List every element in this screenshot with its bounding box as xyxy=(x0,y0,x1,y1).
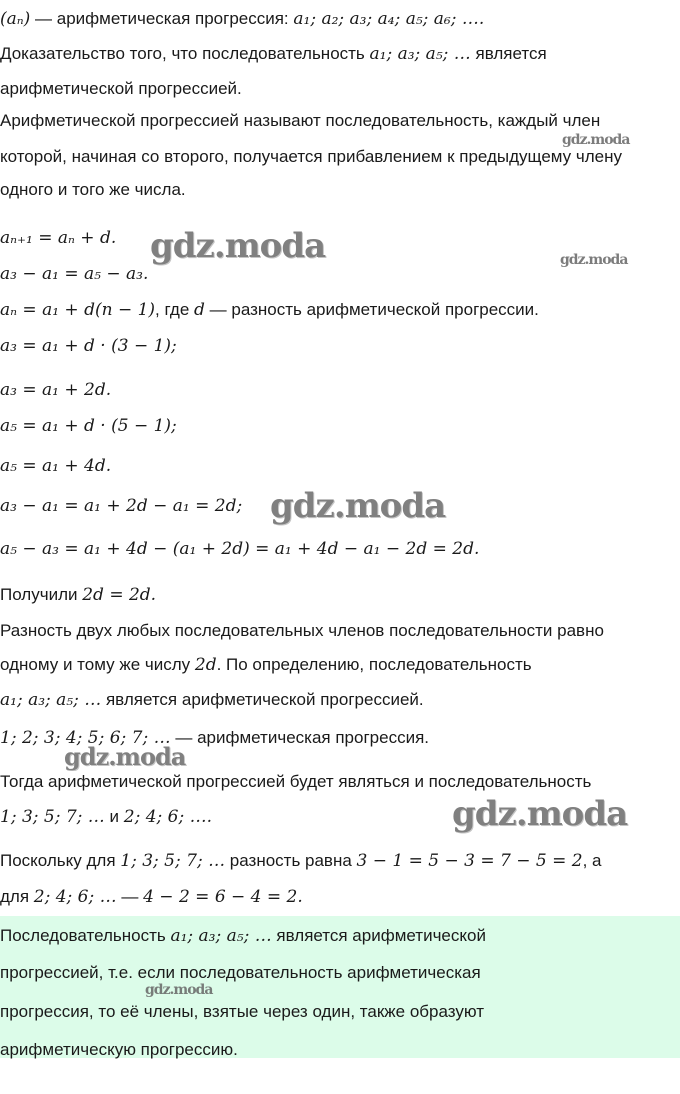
math-expression: 2; 4; 6; …. xyxy=(123,807,212,827)
text-line xyxy=(0,583,156,607)
text-segment: которой, начиная со второго, получается прибавлением к предыдущему члену xyxy=(0,147,623,166)
math-expression: 2; 4; 6; … xyxy=(33,887,117,907)
text-segment: прогрессия, то её члены, взятые через один, также образуют xyxy=(0,1002,484,1021)
math-expression: d xyxy=(194,300,205,320)
math-expression: a₅ = a₁ + d · (5 − 1); xyxy=(0,416,177,436)
text-segment: является арифметической прогрессией. xyxy=(101,690,424,709)
watermark: gdz.moda xyxy=(64,742,186,771)
math-expression: a₃ = a₁ + d · (3 − 1); xyxy=(0,336,177,356)
text-line xyxy=(0,454,111,478)
text-line xyxy=(0,619,604,643)
text-segment: — разность арифметической прогрессии. xyxy=(204,300,539,319)
math-expression: a₃ − a₁ = a₅ − a₃. xyxy=(0,264,149,284)
text-segment: прогрессией, т.е. если последовательность арифметическая xyxy=(0,963,481,982)
math-expression: aₙ = a₁ + d(n − 1) xyxy=(0,300,156,320)
math-expression: a₁; a₂; a₃; a₄; a₅; a₆; …. xyxy=(293,9,485,29)
math-expression: (aₙ) xyxy=(0,9,31,29)
text-line xyxy=(0,537,479,561)
math-expression: a₃ − a₁ = a₁ + 2d − a₁ = 2d; xyxy=(0,496,243,516)
text-line xyxy=(0,653,532,677)
math-expression: a₅ = a₁ + 4d. xyxy=(0,456,112,476)
text-line xyxy=(0,494,242,518)
watermark: gdz.moda xyxy=(562,132,630,148)
text-segment: Тогда арифметической прогрессией будет являться и последовательность xyxy=(0,772,592,791)
text-segment: — xyxy=(116,887,144,906)
text-segment: и xyxy=(104,807,124,826)
text-segment: разность равна xyxy=(225,851,357,870)
math-expression: 2d = 2d. xyxy=(82,585,157,605)
text-line xyxy=(0,334,177,358)
text-segment: — арифметическая прогрессия: xyxy=(30,9,294,28)
text-line xyxy=(0,262,148,286)
math-expression: a₁; a₃; a₅; … xyxy=(0,690,102,710)
text-segment: , где xyxy=(155,300,195,319)
text-segment: одного и того же числа. xyxy=(0,180,186,199)
text-segment: Последовательность xyxy=(0,926,171,945)
math-expression: 1; 2; 3; 4; 5; 6; 7; … xyxy=(0,728,171,748)
text-segment: Доказательство того, что последовательность xyxy=(0,44,370,63)
watermark: gdz.moda xyxy=(452,794,628,834)
text-segment: Разность двух любых последовательных членов последовательности равно xyxy=(0,621,604,640)
text-line xyxy=(0,7,484,31)
watermark: gdz.moda xyxy=(145,982,213,998)
text-line xyxy=(0,178,186,202)
text-line xyxy=(0,924,486,948)
text-segment: Получили xyxy=(0,585,83,604)
text-segment: Арифметической прогрессией называют последовательность, каждый член xyxy=(0,111,601,130)
text-line xyxy=(0,1000,484,1024)
text-line xyxy=(0,770,591,794)
watermark: gdz.moda xyxy=(270,486,446,526)
math-expression: 4 − 2 = 6 − 4 = 2. xyxy=(143,887,303,907)
math-expression: a₁; a₃; a₅; … xyxy=(369,44,471,64)
text-segment: одному и тому же числу xyxy=(0,655,195,674)
text-line xyxy=(0,961,481,985)
text-line xyxy=(0,805,212,829)
text-line xyxy=(0,885,303,909)
math-expression: 1; 3; 5; 7; … xyxy=(0,807,105,827)
text-line xyxy=(0,145,622,169)
text-segment: для xyxy=(0,887,34,906)
text-line xyxy=(0,688,424,712)
text-segment: . По определению, последовательность xyxy=(216,655,532,674)
math-expression: a₅ − a₃ = a₁ + 4d − (a₁ + 2d) = a₁ + 4d − a₁ − 2d = 2d. xyxy=(0,539,480,559)
text-line xyxy=(0,1038,238,1062)
math-expression: 1; 3; 5; 7; … xyxy=(120,851,226,871)
text-line xyxy=(0,849,601,873)
text-segment: арифметическую прогрессию. xyxy=(0,1040,238,1059)
text-line xyxy=(0,414,177,438)
text-line xyxy=(0,109,600,133)
text-line xyxy=(0,378,111,402)
text-segment: является арифметической xyxy=(271,926,486,945)
math-expression: aₙ₊₁ = aₙ + d. xyxy=(0,228,117,248)
text-line xyxy=(0,42,547,66)
math-expression: 3 − 1 = 5 − 3 = 7 − 5 = 2 xyxy=(356,851,583,871)
text-line xyxy=(0,226,116,250)
text-segment: является xyxy=(470,44,547,63)
text-segment: Поскольку для xyxy=(0,851,121,870)
math-expression: 2d xyxy=(194,655,217,675)
math-expression: a₁; a₃; a₅; … xyxy=(170,926,272,946)
text-line xyxy=(0,298,539,322)
math-expression: a₃ = a₁ + 2d. xyxy=(0,380,112,400)
text-segment: — арифметическая прогрессия. xyxy=(170,728,429,747)
text-segment: арифметической прогрессией. xyxy=(0,79,242,98)
text-segment: , а xyxy=(582,851,602,870)
watermark: gdz.moda xyxy=(150,226,326,266)
text-line xyxy=(0,77,242,101)
watermark: gdz.moda xyxy=(560,252,628,268)
